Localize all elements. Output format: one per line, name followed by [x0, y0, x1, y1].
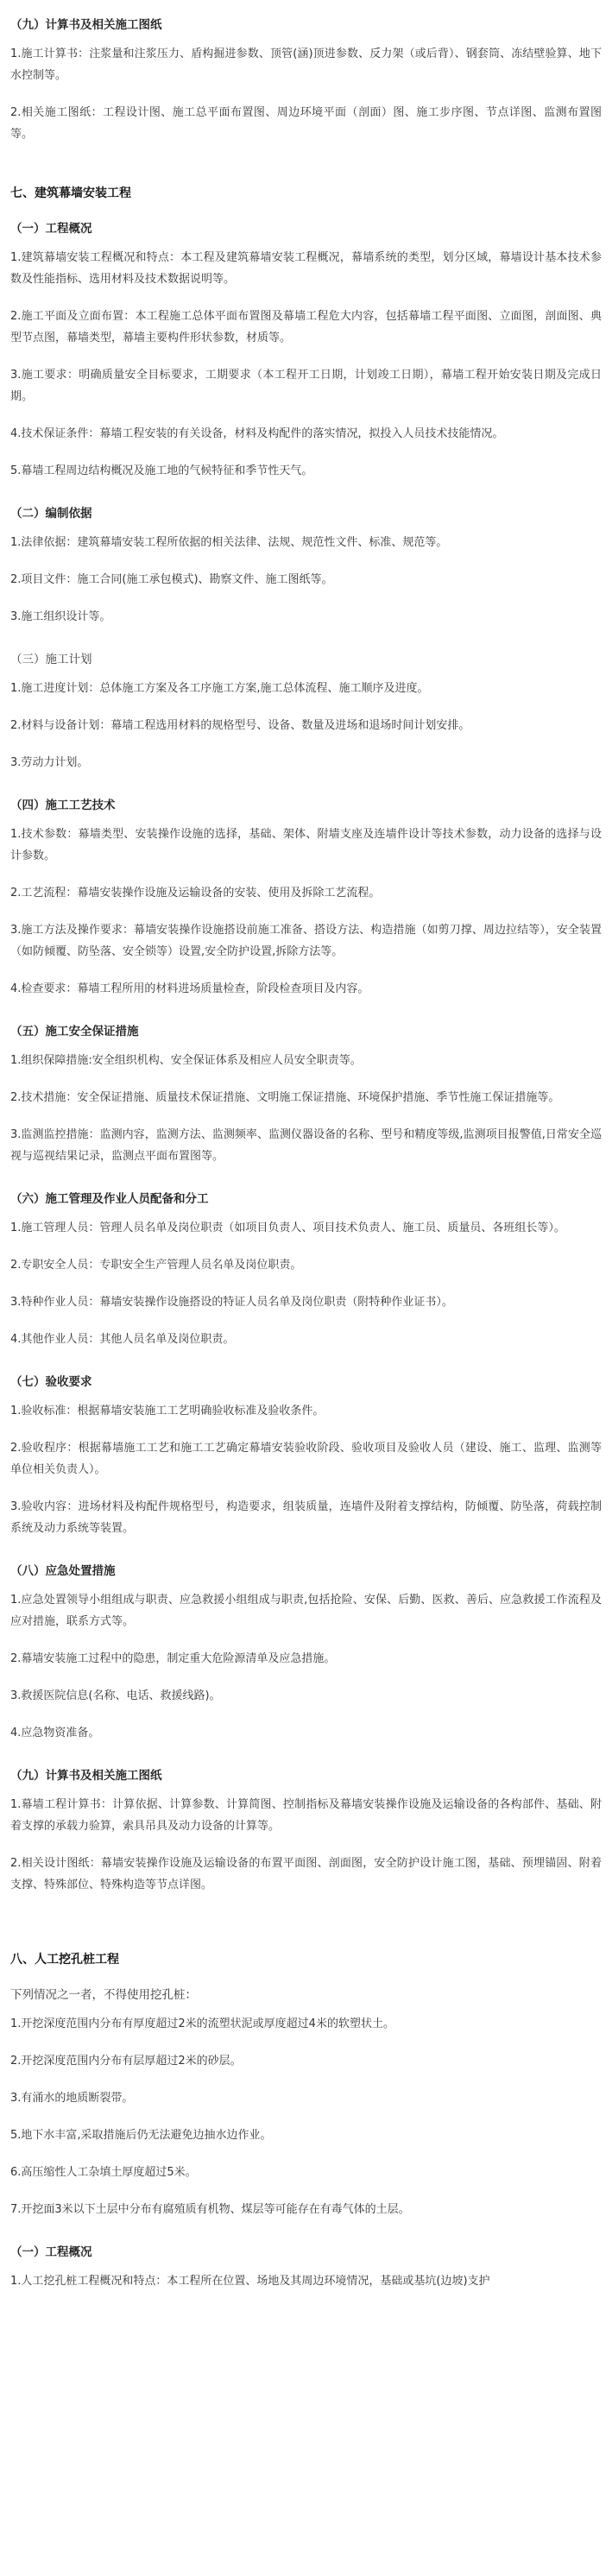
paragraph: 4.检查要求：幕墙工程所用的材料进场质量检查，阶段检查项目及内容。 — [10, 982, 369, 995]
paragraph: 1.施工管理人员：管理人员名单及岗位职责（如项目负责人、项目技术负责人、施工员、质量员、各班组长等）。 — [10, 1222, 565, 1234]
paragraph: 2.项目文件：施工合同(施工承包模式)、勘察文件、施工图纸等。 — [10, 573, 333, 586]
paragraph: 3.特种作业人员：幕墙安装操作设施搭设的特证人员名单及岗位职责（附特种作业证书）。 — [10, 1296, 453, 1309]
paragraph: 1.组织保障措施:安全组织机构、安全保证体系及相应人员安全职责等。 — [10, 1054, 362, 1067]
paragraph: 1.施工计算书：注浆量和注浆压力、盾构掘进参数、顶管(涵)顶进参数、反力架（或后背）、钢套筒、冻结壁验算、地下水控制等。 — [10, 47, 602, 82]
paragraph: 5.幕墙工程周边结构概况及施工地的气候特征和季节性天气。 — [10, 464, 313, 477]
paragraph: 2.工艺流程：幕墙安装操作设施及运输设备的安装、使用及拆除工艺流程。 — [10, 887, 381, 900]
plain-heading: （三）施工计划 — [10, 653, 92, 666]
paragraph: 3.施工组织设计等。 — [10, 610, 111, 623]
paragraph: 2.相关设计图纸：幕墙安装操作设施及运输设备的布置平面图、剖面图，安全防护设计施工图，基础、预埋锚固、附着支撑、特殊部位、特殊构造等节点详图。 — [10, 1857, 602, 1891]
paragraph: 4.技术保证条件：幕墙工程安装的有关设备，材料及构配件的落实情况，拟投入人员技术技能情况。 — [10, 427, 504, 440]
subsection-heading: （六）施工管理及作业人员配备和分工 — [10, 1192, 209, 1206]
paragraph: 1.法律依据：建筑幕墙安装工程所依据的相关法律、法规、规范性文件、标准、规范等。 — [10, 536, 448, 549]
subsection-heading: （二）编制依据 — [10, 507, 92, 521]
paragraph: 5.地下水丰富,采取措施后仍无法避免边抽水边作业。 — [10, 2129, 272, 2142]
paragraph: 2.幕墙安装施工过程中的隐患，制定重大危险源清单及应急措施。 — [10, 1652, 336, 1665]
paragraph: 2.相关施工图纸：工程设计图、施工总平面布置图、周边环境平面（剖面）图、施工步序图、节点详图、监测布置图等。 — [10, 106, 602, 141]
paragraph: 3.劳动力计划。 — [10, 756, 89, 769]
subsection-heading: （九）计算书及相关施工图纸 — [10, 1769, 162, 1783]
paragraph: 1.开挖深度范围内分布有厚度超过2米的流塑状泥或厚度超过4米的软塑状土。 — [10, 2017, 394, 2030]
subsection-heading: （四）施工工艺技术 — [10, 799, 116, 812]
paragraph: 2.开挖深度范围内分布有层厚超过2米的砂层。 — [10, 2055, 242, 2068]
paragraph: 3.救援医院信息(名称、电话、救援线路)。 — [10, 1689, 221, 1702]
paragraph: 1.技术参数：幕墙类型、安装操作设施的选择，基础、架体、附墙支座及连墙件设计等技术参数，动力设备的选择与设计参数。 — [10, 828, 602, 862]
paragraph: 6.高压缩性人工杂填土厚度超过5米。 — [10, 2166, 197, 2179]
paragraph: 3.监测监控措施：监测内容，监测方法、监测频率、监测仪器设备的名称、型号和精度等级,监测项目报警值,日常安全巡视与巡视结果记录，监测点平面布置图等。 — [10, 1128, 602, 1163]
paragraph: 3.施工方法及操作要求：幕墙安装操作设施搭设前施工准备、搭设方法、构造措施（如剪刀撑、周边拉结等），安全装置（如防倾覆、防坠落、安全锁等）设置,安全防护设置,拆除方法等。 — [10, 924, 602, 958]
subsection-heading: （八）应急处置措施 — [10, 1564, 116, 1578]
subsection-heading: （一）工程概况 — [10, 222, 92, 236]
paragraph: 2.验收程序：根据幕墙施工工艺和施工工艺确定幕墙安装验收阶段、验收项目及验收人员（建设、施工、监理、监测等单位相关负责人）。 — [10, 1442, 602, 1476]
paragraph: 2.专职安全人员：专职安全生产管理人员名单及岗位职责。 — [10, 1259, 302, 1272]
paragraph: 1.幕墙工程计算书：计算依据、计算参数、计算简图、控制指标及幕墙安装操作设施及运输设备的各构部件、基础、附着支撑的承载力验算，索具吊具及动力设备的计算等。 — [10, 1798, 602, 1833]
subsection-heading: （一）工程概况 — [10, 2245, 92, 2259]
paragraph: 1.验收标准：根据幕墙安装施工工艺明确验收标准及验收条件。 — [10, 1405, 325, 1417]
paragraph: 7.开挖面3米以下土层中分布有腐殖质有机物、煤层等可能存在有毒气体的土层。 — [10, 2203, 410, 2216]
paragraph: 2.技术措施：安全保证措施、质量技术保证措施、文明施工保证措施、环境保护措施、季节性施工保证措施等。 — [10, 1091, 560, 1104]
paragraph: 1.施工进度计划：总体施工方案及各工序施工方案,施工总体流程、施工顺序及进度。 — [10, 682, 429, 695]
paragraph: 3.验收内容：进场材料及构配件规格型号，构造要求，组装质量，连墙件及附着支撑结构，防倾覆、防坠落，荷载控制系统及动力系统等装置。 — [10, 1500, 602, 1535]
paragraph: 3.施工要求：明确质量安全目标要求，工期要求（本工程开工日期，计划竣工日期），幕墙工程开始安装日期及完成日期。 — [10, 369, 602, 403]
paragraph: 2.材料与设备计划：幕墙工程选用材料的规格型号、设备、数量及进场和退场时间计划安排。 — [10, 719, 470, 732]
spacer — [10, 1911, 602, 1927]
paragraph: 1.应急处置领导小组组成与职责、应急救援小组组成与职责,包括抢险、安保、后勤、医救、善后、应急救援工作流程及应对措施，联系方式等。 — [10, 1594, 602, 1628]
section-heading: 八、人工挖孔桩工程 — [10, 1953, 119, 1967]
paragraph: 4.应急物资准备。 — [10, 1727, 100, 1739]
subsection-heading: （九）计算书及相关施工图纸 — [10, 18, 162, 32]
section-heading: 七、建筑幕墙安装工程 — [10, 186, 131, 200]
plain-heading: 下列情况之一者，不得使用挖孔桩： — [10, 1988, 197, 2002]
paragraph: 1.建筑幕墙安装工程概况和特点：本工程及建筑幕墙安装工程概况，幕墙系统的类型，划分区域，幕墙设计基本技术参数及性能指标、选用材料及技术数据说明等。 — [10, 251, 602, 286]
paragraph: 1.人工挖孔桩工程概况和特点：本工程所在位置、场地及其周边环境情况，基础或基坑(边坡)支护 — [10, 2275, 490, 2288]
subsection-heading: （七）验收要求 — [10, 1375, 92, 1389]
paragraph: 3.有涌水的地质断裂带。 — [10, 2092, 134, 2105]
paragraph: 4.其他作业人员：其他人员名单及岗位职责。 — [10, 1333, 235, 1346]
subsection-heading: （五）施工安全保证措施 — [10, 1025, 139, 1039]
paragraph: 2.施工平面及立面布置：本工程施工总体平面布置图及幕墙工程危大内容，包括幕墙工程平面图、立面图，剖面图、典型节点图，幕墙类型，幕墙主要构件形状参数，材质等。 — [10, 310, 602, 344]
